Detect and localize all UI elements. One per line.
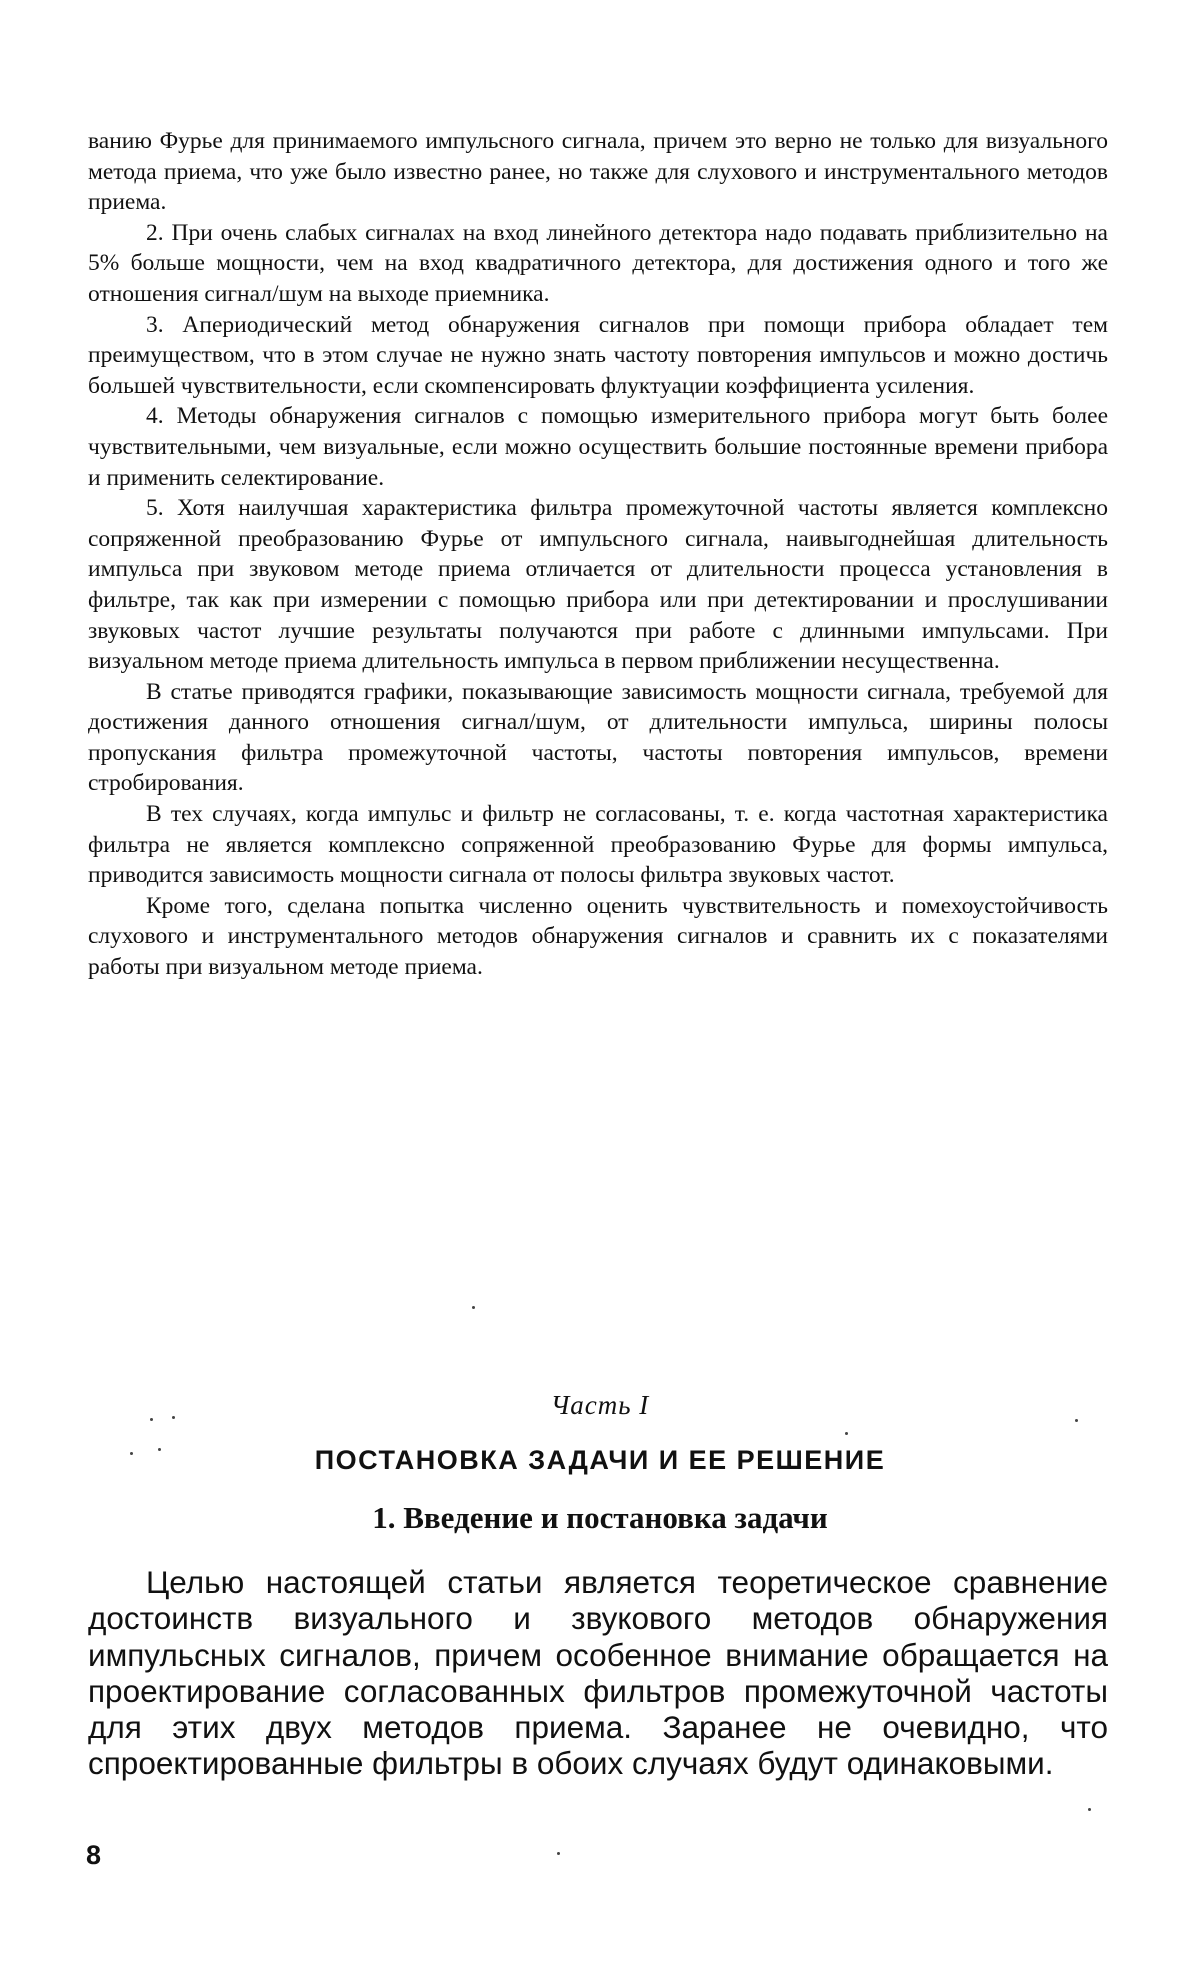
paragraph-conclusion-5: 5. Хотя наилучшая характеристика фильтра промежуточной частоты является комплексно сопряженной преобразованию Фурье от импульсного сигнала, наивыгоднейшая длительность импульса при звуковом методе приема отличается от длительности процесса установления в фильтре, так как при измерении с помощью прибора или при детектировании и прослушивании звуковых частот лучшие результаты получаются при работе с длинными импульсами. При визуальном методе приема длительность импульса в первом приближении несущественна. — [88, 495, 1108, 675]
lead-paragraph: Целью настоящей статьи является теоретическое сравнение достоинств визуального и звукового методов обнаружения импульсных сигналов, причем особенное внимание обращается на проектирование согласованных фильтров промежуточной частоты для этих двух методов приема. Заранее не очевидно, что спроектированные фильтры в обоих случаях будут одинаковыми. — [88, 1564, 1108, 1782]
section-title: 1. Введение и постановка задачи — [372, 1500, 828, 1535]
paragraph-conclusion-4: 4. Методы обнаружения сигналов с помощью измерительного прибора могут быть более чувствительными, чем визуальные, если можно осуществить большие постоянные времени прибора и применить селектирование. — [88, 403, 1108, 491]
print-speck — [1088, 1808, 1091, 1811]
print-speck — [845, 1432, 848, 1435]
print-speck — [130, 1452, 133, 1455]
paragraph-graphs: В статье приводятся графики, показывающие зависимость мощности сигнала, требуемой для достижения данного отношения сигнал/шум, от длительности импульса, ширины полосы пропускания фильтра промежуточной частоты, частоты повторения импульсов, времени стробирования. — [88, 678, 1108, 797]
chapter-title: ПОСТАНОВКА ЗАДАЧИ И ЕЕ РЕШЕНИЕ — [314, 1445, 886, 1475]
page-number: 8 — [86, 1840, 102, 1870]
body-text — [88, 126, 1108, 983]
print-speck — [557, 1852, 560, 1855]
paragraph-mismatch: В тех случаях, когда импульс и фильтр не согласованы, т. е. когда частотная характеристика фильтра не является комплексно сопряженной преобразованию Фурье для формы импульса, приводится зависимость мощности сигнала от полосы фильтра звуковых частот. — [88, 801, 1108, 889]
paragraph-conclusion-3: 3. Апериодический метод обнаружения сигналов при помощи прибора обладает тем преимуществом, что в этом случае не нужно знать частоту повторения импульсов и можно достичь большей чувствительности, если скомпенсировать флуктуации коэффициента усиления. — [88, 311, 1108, 399]
print-speck — [1075, 1419, 1078, 1422]
paragraph-continued: ванию Фурье для принимаемого импульсного сигнала, причем это верно не только для визуального метода приема, что уже было известно ранее, но также для слухового и инструментального методов приема. — [88, 128, 1108, 216]
print-speck — [172, 1416, 175, 1419]
print-speck — [472, 1306, 475, 1309]
paragraph-estimate: Кроме того, сделана попытка численно оценить чувствительность и помехоустойчивость слухового и инструментального методов обнаружения сигналов и сравнить их с показателями работы при визуальном методе приема. — [88, 892, 1108, 981]
print-speck — [150, 1418, 153, 1421]
paragraph-conclusion-2: 2. При очень слабых сигналах на вход линейного детектора надо подавать приблизительно на 5% больше мощности, чем на вход квадратичного детектора, для достижения одного и того же отношения сигнал/шум на выходе приемника. — [88, 219, 1108, 307]
lead-text — [88, 1564, 1108, 1782]
part-label: Часть I — [550, 1390, 650, 1420]
print-speck — [158, 1448, 161, 1451]
